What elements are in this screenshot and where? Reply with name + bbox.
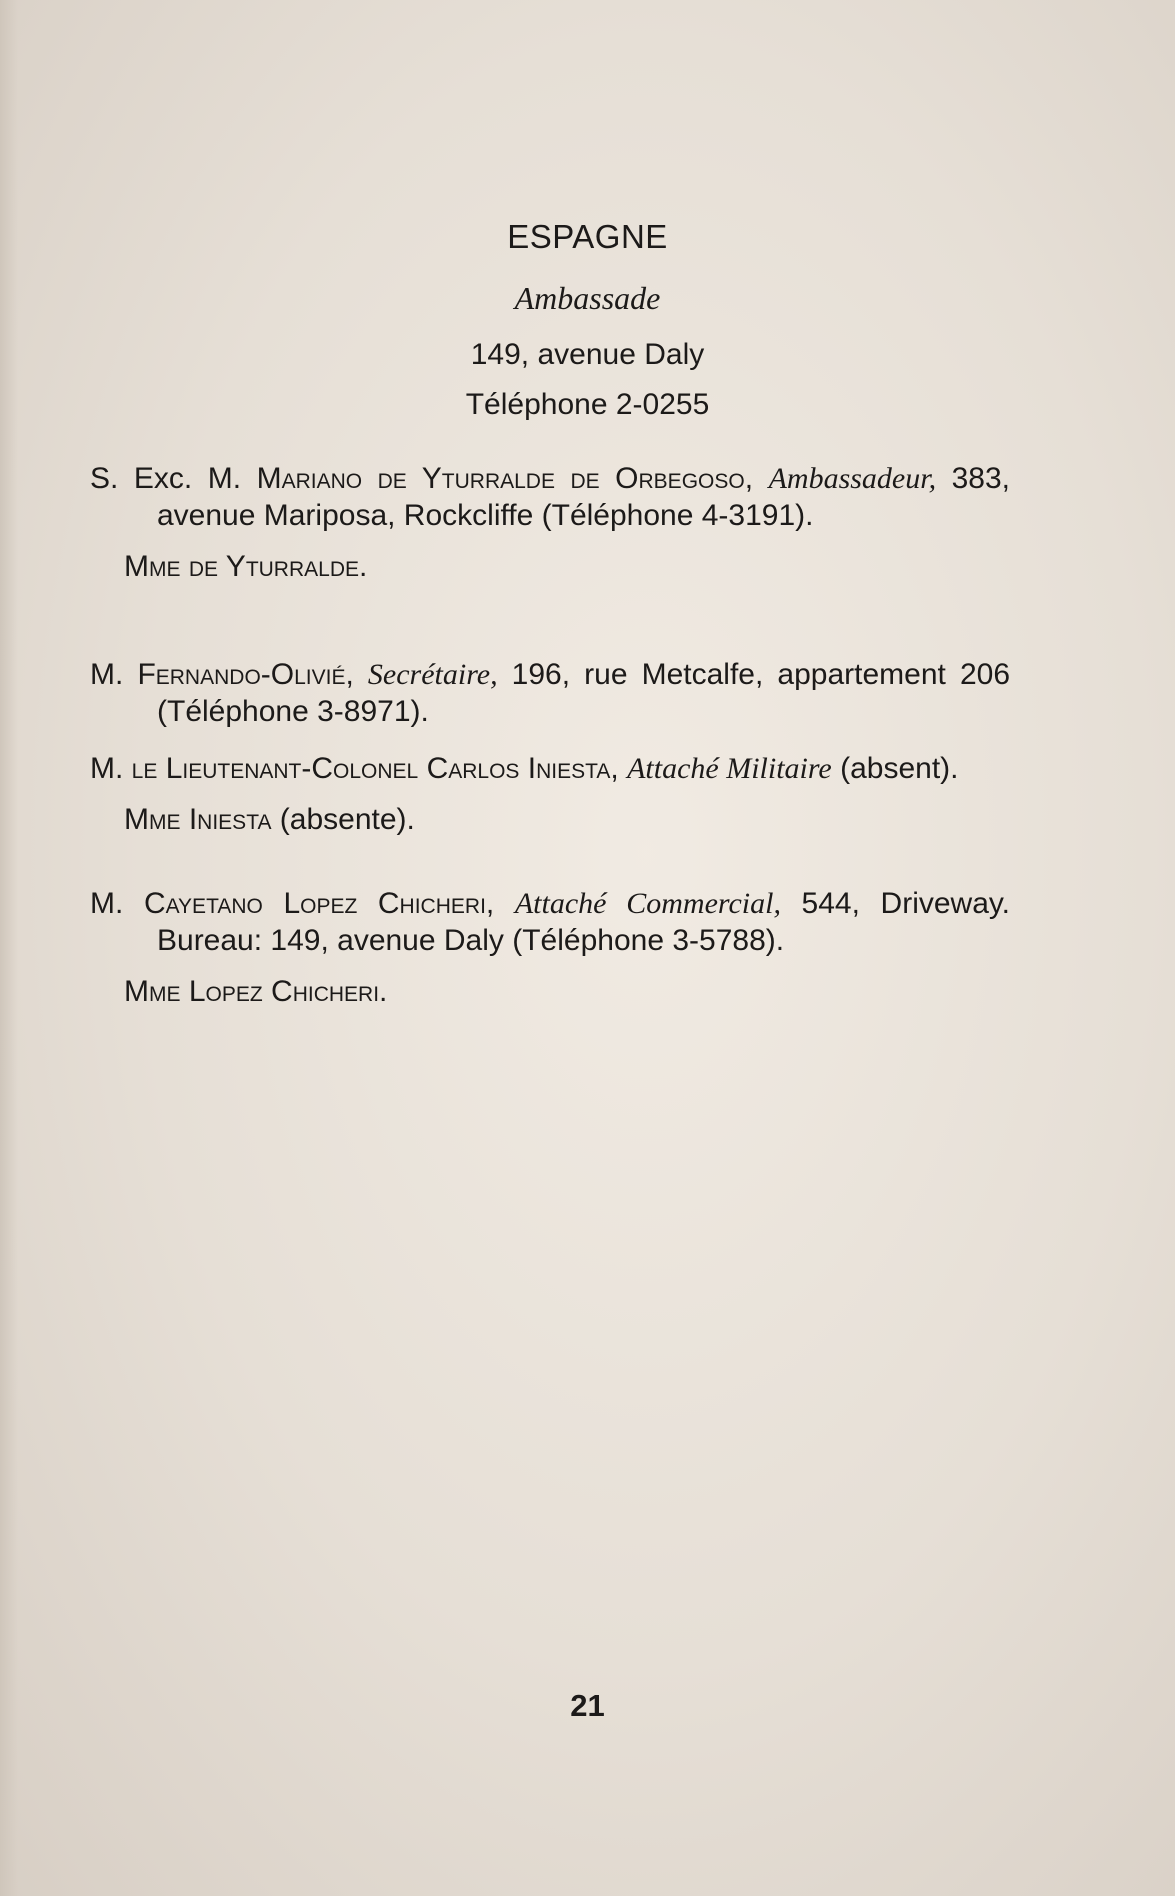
staff-role: Attaché Militaire xyxy=(627,752,832,785)
spouse-name: Lopez Chicheri. xyxy=(188,975,388,1008)
staff-role: Ambassadeur, xyxy=(768,462,937,495)
spouse-title: Mme xyxy=(124,803,181,836)
spouse-line xyxy=(90,801,1010,838)
staff-details: (absent). xyxy=(831,752,959,785)
spouse-name: de Yturralde. xyxy=(188,550,368,583)
staff-entry xyxy=(90,656,1010,730)
staff-details: 196, rue Metcalfe, appartement 206 (Téléphone 3-8971). xyxy=(157,658,1011,728)
country-heading: ESPAGNE xyxy=(507,218,668,255)
staff-title: M. xyxy=(90,658,124,691)
mission-heading: Ambassade xyxy=(514,280,661,316)
staff-entry-text xyxy=(90,750,1010,787)
staff-title: M. xyxy=(90,752,124,785)
staff-entry-text xyxy=(90,885,1010,959)
spouse-title: Mme xyxy=(124,550,181,583)
staff-entry-text xyxy=(90,460,1010,534)
staff-title: S. Exc. M. xyxy=(90,462,242,495)
staff-name: Mariano de Yturralde de Orbegoso, xyxy=(256,462,754,495)
staff-entry-text xyxy=(90,656,1010,730)
staff-role: Secrétaire, xyxy=(367,658,498,691)
staff-details: 544, Driveway. Bureau: 149, avenue Daly (Téléphone 3-5788). xyxy=(157,887,1011,957)
staff-entry xyxy=(90,750,1010,838)
mission-address: 149, avenue Daly xyxy=(470,338,705,371)
mission-phone: Téléphone 2-0255 xyxy=(465,388,710,421)
page-number: 21 xyxy=(570,1688,605,1723)
staff-details: 383, avenue Mariposa, Rockcliffe (Téléphone 4-3191). xyxy=(157,462,1011,532)
staff-name: le Lieutenant-Colonel Carlos Iniesta, xyxy=(131,752,619,785)
staff-role: Attaché Commercial, xyxy=(514,887,781,920)
spouse-note: (absente). xyxy=(271,803,415,836)
staff-name: Fernando-Olivié, xyxy=(137,658,354,691)
spouse-line xyxy=(90,548,1010,585)
staff-name: Cayetano Lopez Chicheri, xyxy=(143,887,495,920)
spouse-line xyxy=(90,973,1010,1010)
spouse-title: Mme xyxy=(124,975,181,1008)
staff-title: M. xyxy=(90,887,124,920)
spouse-name: Iniesta xyxy=(188,803,272,836)
staff-entry xyxy=(90,885,1010,1010)
staff-entry xyxy=(90,460,1010,585)
